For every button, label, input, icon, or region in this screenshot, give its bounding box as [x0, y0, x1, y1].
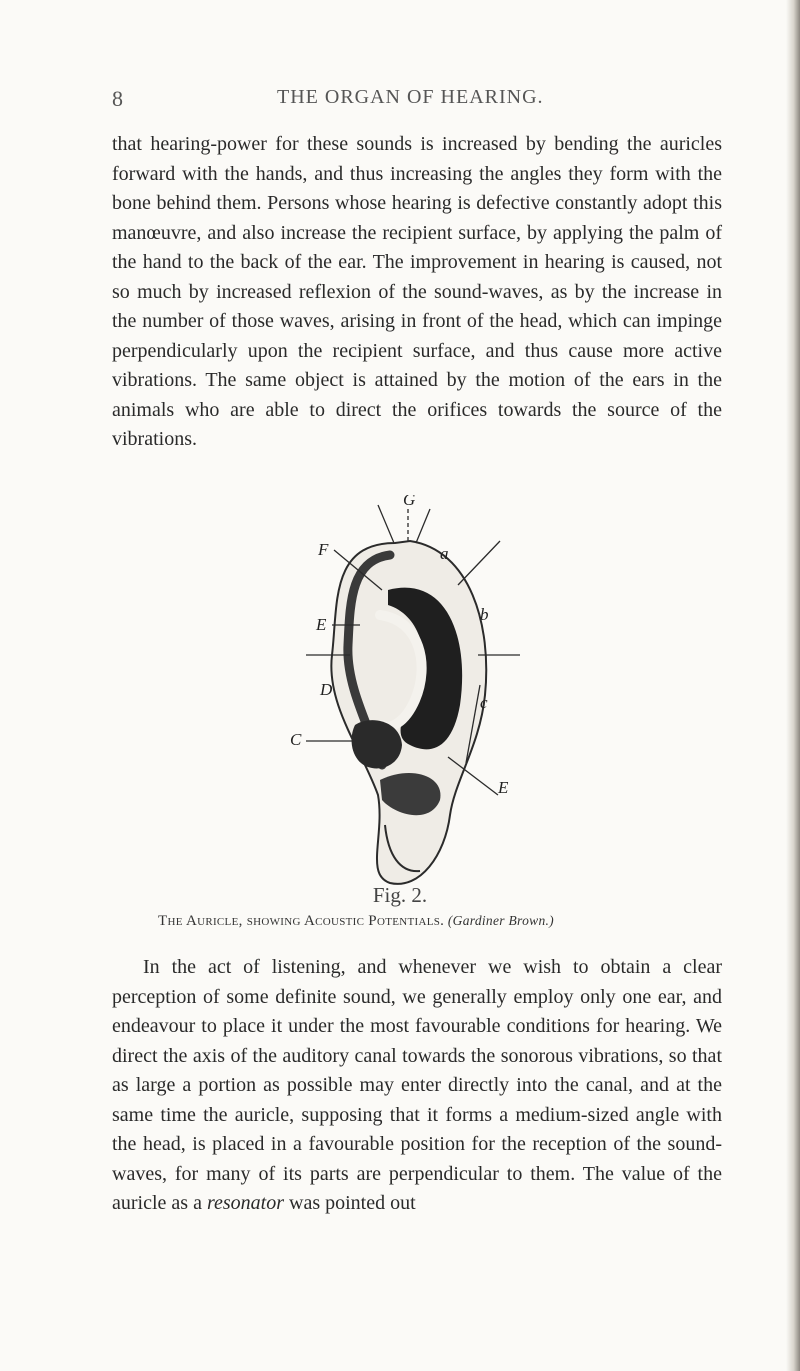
figure-number: Fig. 2.	[372, 883, 428, 907]
label-e-upper: E	[316, 615, 327, 634]
ear-figure	[270, 495, 540, 915]
label-g: G	[403, 495, 416, 509]
leader-a	[416, 509, 430, 543]
page-header	[112, 86, 722, 116]
page-number: 8	[112, 86, 123, 111]
running-title: THE ORGAN OF HEARING.	[277, 86, 544, 108]
emphasis-resonator: resonator	[206, 1192, 284, 1214]
paragraph-2-text: In the act of listening, and whenever we wish to obtain a clear perception of some definite sound, we generally employ only one ear, and endeavour to place it under the most favourable conditions for hearing. We direct the axis of the auditory canal towards the sonorous vibrations, so that as large a portion as possible may enter directly into the canal, and at the same time the auricle, supposing that it forms a medium-sized angle with the head, is placed in a favourable position for the reception of the sound-waves, for many of its parts are perpendicular to them. The value of the auricle as a	[112, 956, 722, 1214]
caption-credit: (Gardiner Brown.)	[447, 913, 554, 928]
leader-g	[378, 505, 394, 543]
page-edge-shadow	[786, 0, 800, 1371]
leader-a-right	[458, 541, 500, 585]
label-b: b	[480, 605, 489, 624]
label-e-lower: E	[498, 778, 509, 797]
figure-caption	[158, 913, 678, 930]
paragraph-2-end: was pointed out	[284, 1192, 416, 1214]
caption-text: The Auricle, showing Acoustic Potentials.	[158, 913, 445, 929]
label-a: a	[440, 544, 449, 563]
label-f: F	[318, 540, 329, 559]
body-paragraph-1: that hearing-power for these sounds is increased by bending the auricles forward with the hands, and thus increasing the angles they form with the bone behind them. Persons whose hearing is defective constantly adopt this manœuvre, and also increase the recipient surface, by applying the palm of the hand to the back of the ear. The improvement in hearing is caused, not so much by increased reflexion of the sound-waves, as by the increase in the number of those waves, arising in front of the head, which can impinge perpendicularly upon the recipient surface, and thus cause more active vibrations. The same object is attained by the motion of the ears in the animals who are able to direct the orifices towards the source of the vibrations.	[112, 133, 722, 450]
body-paragraph-2	[112, 953, 722, 1219]
label-c-right: c	[480, 693, 488, 712]
label-c-left: C	[290, 730, 302, 749]
label-d: D	[320, 680, 333, 699]
